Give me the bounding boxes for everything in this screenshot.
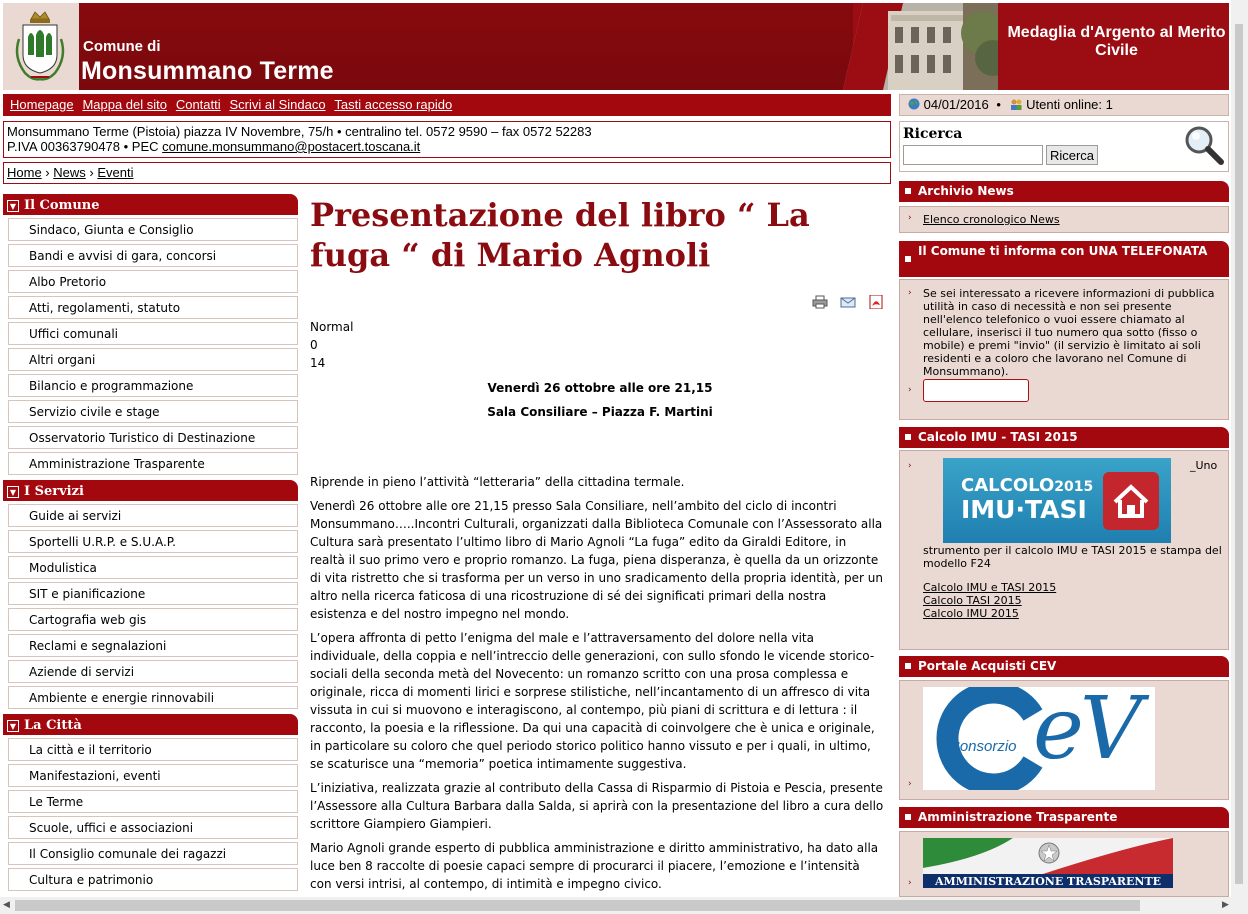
sidebar-item[interactable]: Ambiente e energie rinnovabili — [8, 686, 298, 709]
header-subtitle: Comune di — [83, 38, 161, 55]
building-photo — [843, 3, 1003, 90]
section-title: Il Comune — [24, 198, 100, 213]
breadcrumb-current[interactable]: Eventi — [97, 165, 134, 180]
bullet-icon — [905, 188, 911, 194]
imu-banner[interactable] — [943, 458, 1171, 543]
sidebar-item[interactable]: Aziende di servizi — [8, 660, 298, 683]
cev-logo[interactable] — [923, 679, 1155, 790]
collapse-icon[interactable]: ▼ — [7, 720, 19, 732]
nav-site-map[interactable]: Mappa del sito — [82, 97, 167, 112]
collapse-icon[interactable]: ▼ — [7, 486, 19, 498]
sidebar-item[interactable]: Guide ai servizi — [8, 504, 298, 527]
globe-icon — [908, 98, 920, 110]
cev-consorzio: Consorzio — [949, 738, 1017, 755]
sidebar-item[interactable]: Sportelli U.R.P. e S.U.A.P. — [8, 530, 298, 553]
vat-line — [7, 139, 890, 154]
nav-homepage[interactable]: Homepage — [10, 97, 74, 112]
vertical-scrollbar[interactable] — [1231, 0, 1248, 897]
phone-number-input[interactable] — [923, 379, 1029, 402]
article-meta — [310, 318, 353, 372]
sidebar-item[interactable]: Cartografia web gis — [8, 608, 298, 631]
current-date: 04/01/2016 — [923, 97, 989, 112]
crest-panel — [3, 3, 79, 90]
imu-uno-label: _Uno — [1190, 459, 1218, 472]
address-line: Monsummano Terme (Pistoia) piazza IV Novembre, 75/h • centralino tel. 0572 9590 – fax 0572 52283 — [7, 124, 592, 139]
vat-text: P.IVA 00363790478 • PEC — [7, 139, 163, 154]
breadcrumb-news[interactable]: News — [53, 165, 86, 180]
users-icon — [1009, 98, 1023, 110]
bullet-icon — [905, 434, 911, 440]
imu-link[interactable]: Calcolo TASI 2015 — [923, 594, 1022, 607]
imu-box — [899, 450, 1229, 650]
nav-contacts[interactable]: Contatti — [175, 97, 221, 112]
archive-link[interactable]: Elenco cronologico News — [923, 213, 1060, 226]
magnifier-icon[interactable] — [1183, 124, 1225, 166]
section-i-servizi — [3, 480, 298, 709]
meta-line: Normal — [310, 320, 354, 334]
sidebar-item[interactable]: Le Terme — [8, 790, 298, 813]
sidebar-item[interactable]: Bandi e avvisi di gara, concorsi — [8, 244, 298, 267]
sidebar-item[interactable]: Altri organi — [8, 348, 298, 371]
article-paragraph: Venerdì 26 ottobre alle ore 21,15 presso Sala Consiliare, nell’ambito del ciclo di incontri Monsummano…..Incontri Culturali, organizzati dalla Biblioteca Comunale con l’Assessorato alla Cultura sarà presentato l’ultimo libro di Mario Agnoli “La fuga” edito da Giraldi Editore, in realtà il suo primo vero e proprio romanzo. La fuga, piena disperanza, è quella da un orizzonte di vita ristretto che si trasforma per un verso in uno sradicamento della propria identità, per un altro nella ricerca faticosa di una ricostruzione di sé dei significati primari della nostra esistenza e del nostro impegno nel mondo. — [310, 499, 883, 621]
imu-link[interactable]: Calcolo IMU 2015 — [923, 607, 1019, 620]
sidebar-item[interactable]: Bilancio e programmazione — [8, 374, 298, 397]
bullet-icon — [905, 814, 911, 820]
collapse-icon[interactable]: ▼ — [7, 200, 19, 212]
header-title[interactable]: Monsummano Terme — [81, 57, 334, 85]
article-paragraph: L’opera affronta di petto l’enigma del male e l’attraversamento del dolore nella vita individuale, della coppia e nell’intreccio delle generazioni, con sullo sfondo le vicende storico-sociali della seconda metà del Novecento: un romanzo scritto con una prosa complessa e originale, ricca di momenti lirici e sorprese stilistiche, nell’incantamento di un affresco di vita vissuta in cui si muovono e interagiscono, al contempo, più piani di scrittura e di lettura : il racconto, la poesia e la riflessione. Da qui una capacità di coinvolgere che è unica e originale, in particolare su coloro che quel periodo storico politico hanno vissuto e per i quali, in ultimo, se scaturisce una “memoria” poetica intimamente suggestiva. — [310, 631, 875, 771]
horizontal-scrollbar[interactable] — [0, 897, 1248, 914]
meta-line: 14 — [310, 356, 326, 370]
sidebar-item[interactable]: Reclami e segnalazioni — [8, 634, 298, 657]
cev-box — [899, 680, 1229, 800]
archive-title: Archivio News — [918, 184, 1014, 198]
left-sidebar — [3, 194, 298, 896]
imu-description: strumento per il calcolo IMU e TASI 2015 e stampa del modello F24 — [923, 544, 1222, 570]
sidebar-item[interactable]: La città e il territorio — [8, 738, 298, 761]
search-box — [899, 121, 1229, 172]
transparency-title: Amministrazione Trasparente — [918, 810, 1118, 824]
section-title: La Città — [24, 718, 82, 733]
sidebar-item[interactable]: Manifestazioni, eventi — [8, 764, 298, 787]
article-paragraph: Mario Agnoli grande esperto di pubblica amministrazione e diritto amministrativo, ha dato alla luce ben 8 raccolte di poesie capaci sempre di procurarci il piacere, l’emozione e l’intensità con versi intrisi, al contempo, di intimità e impegno civico. — [310, 841, 879, 891]
article — [310, 194, 884, 891]
article-paragraph: L’iniziativa, realizzata grazie al contributo della Cassa di Risparmio di Pistoia e Pescia, presente l’Assessore alla Cultura Barbara dalla Salda, si aprirà con la presentazione del libro a cura dello scrittore Giampiero Giampieri. — [310, 781, 884, 831]
breadcrumb — [3, 162, 891, 184]
arrow-icon: › — [908, 288, 912, 298]
pec-link[interactable]: comune.monsummano@postacert.toscana.it — [162, 139, 421, 154]
section-title: I Servizi — [24, 484, 84, 499]
sidebar-item[interactable]: SIT e pianificazione — [8, 582, 298, 605]
nav-write-mayor[interactable]: Scrivi al Sindaco — [229, 97, 326, 112]
arrow-icon: › — [908, 878, 912, 888]
breadcrumb-sep: › — [85, 165, 98, 180]
nav-access-keys[interactable]: Tasti accesso rapido — [334, 97, 453, 112]
scroll-left-icon[interactable]: ◀ — [3, 900, 10, 910]
sidebar-item[interactable]: Atti, regolamenti, statuto — [8, 296, 298, 319]
arrow-icon: › — [908, 461, 912, 471]
event-details — [310, 376, 890, 424]
phone-info-header — [899, 241, 1229, 277]
address-box — [3, 121, 891, 158]
transparency-banner[interactable] — [923, 838, 1173, 888]
section-header[interactable] — [3, 194, 298, 215]
house-icon — [1103, 472, 1159, 530]
medal-caption: Medaglia d'Argento al Merito Civile — [998, 3, 1229, 90]
cev-ev: eV — [1033, 679, 1139, 779]
section-la-citta — [3, 714, 298, 891]
sidebar-item[interactable]: Servizio civile e stage — [8, 400, 298, 423]
scrollbar-thumb[interactable] — [1235, 24, 1243, 884]
meta-line: 0 — [310, 338, 318, 352]
sidebar-item[interactable]: Cultura e patrimonio — [8, 868, 298, 891]
sidebar-item[interactable]: Il Consiglio comunale dei ragazzi — [8, 842, 298, 865]
article-tools — [812, 295, 884, 309]
archive-box — [899, 206, 1229, 233]
section-header[interactable] — [3, 714, 298, 735]
imu-banner-top — [961, 475, 1093, 496]
print-icon[interactable] — [812, 295, 828, 309]
event-date: Venerdì 26 ottobre alle ore 21,15 — [487, 381, 713, 395]
imu-banner-bottom: IMU·TASI — [961, 495, 1087, 524]
bullet-icon — [905, 663, 911, 669]
article-title: Presentazione del libro “ La fuga “ di Mario Agnoli — [310, 196, 810, 274]
transparency-box — [899, 831, 1229, 897]
imu-link[interactable]: Calcolo IMU e TASI 2015 — [923, 581, 1057, 594]
scroll-right-icon[interactable]: ▶ — [1222, 900, 1229, 910]
section-il-comune — [3, 194, 298, 475]
breadcrumb-home[interactable]: Home — [7, 165, 42, 180]
imu-title: Calcolo IMU - TASI 2015 — [918, 430, 1078, 444]
coat-of-arms-icon[interactable] — [11, 9, 69, 85]
bullet-icon — [905, 256, 911, 262]
sidebar-item[interactable]: Sindaco, Giunta e Consiglio — [8, 218, 298, 241]
phone-info-title: Il Comune ti informa con UNA TELEFONATA — [918, 244, 1208, 258]
online-users: Utenti online: 1 — [1026, 97, 1113, 112]
phone-info-box — [899, 279, 1229, 420]
email-icon[interactable] — [840, 295, 856, 309]
imu-banner-calcolo: CALCOLO — [961, 475, 1055, 496]
breadcrumb-sep: › — [41, 165, 54, 180]
phone-info-text: Se sei interessato a ricevere informazioni di pubblica utilità in caso di necessità e non sei presente nell'elenco telefonico o vuoi essere chiamato al cellulare, inserisci il tuo numero qua sotto (fisso o mobile) e premi "invio" (il servizio è limitato ai soli residenti e a coloro che lavorano nel Comune di Monsummano). — [923, 287, 1215, 378]
site-header — [3, 3, 1229, 90]
transparency-header — [899, 807, 1229, 828]
cev-title: Portale Acquisti CEV — [918, 659, 1057, 673]
sidebar-item[interactable]: Albo Pretorio — [8, 270, 298, 293]
transparency-banner-text: AMMINISTRAZIONE TRASPARENTE — [934, 875, 1162, 888]
article-body — [310, 473, 884, 899]
archive-header — [899, 181, 1229, 202]
sidebar-item[interactable]: Amministrazione Trasparente — [8, 452, 298, 475]
scrollbar-thumb[interactable] — [15, 900, 1140, 911]
cev-header — [899, 656, 1229, 677]
search-input[interactable] — [903, 145, 1043, 165]
sidebar-item[interactable]: Uffici comunali — [8, 322, 298, 345]
search-label: Ricerca — [903, 126, 963, 142]
event-venue: Sala Consiliare – Piazza F. Martini — [487, 405, 713, 419]
imu-header — [899, 427, 1229, 448]
sidebar-item[interactable]: Modulistica — [8, 556, 298, 579]
pdf-icon[interactable] — [868, 295, 884, 309]
top-nav — [3, 94, 891, 116]
section-header[interactable] — [3, 480, 298, 501]
sidebar-item[interactable]: Osservatorio Turistico di Destinazione — [8, 426, 298, 449]
arrow-icon: › — [908, 779, 912, 789]
search-button[interactable]: Ricerca — [1046, 145, 1098, 165]
arrow-icon: › — [908, 213, 912, 223]
article-paragraph: Riprende in pieno l’attività “letteraria” della cittadina termale. — [310, 475, 685, 489]
status-bar — [899, 94, 1229, 116]
arrow-icon: › — [908, 385, 912, 395]
sidebar-item[interactable]: Scuole, uffici e associazioni — [8, 816, 298, 839]
separator-dot: • — [996, 97, 1001, 112]
imu-banner-year: 2015 — [1054, 479, 1094, 495]
